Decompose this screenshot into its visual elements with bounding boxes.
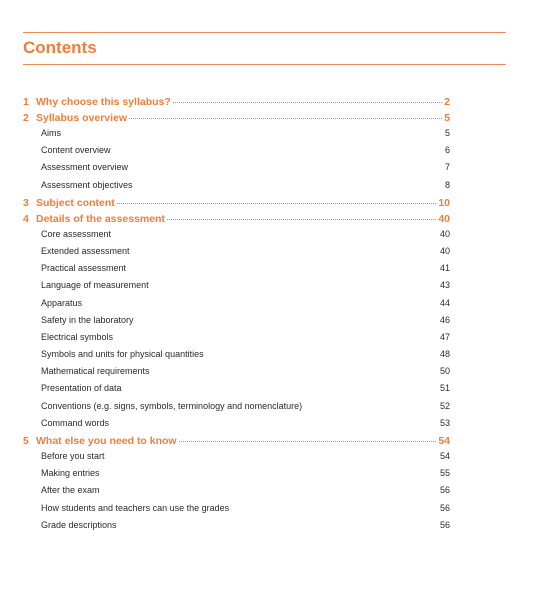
entry-page: 52 xyxy=(439,400,450,411)
entry-page: 40 xyxy=(439,228,450,239)
entry-page: 47 xyxy=(439,331,450,342)
entry-label: Extended assessment xyxy=(41,245,130,256)
entry-label: Grade descriptions xyxy=(41,519,117,530)
toc-section-heading[interactable] xyxy=(23,213,450,229)
entry-label: Assessment overview xyxy=(41,162,129,173)
toc-entry[interactable] xyxy=(23,246,450,263)
entry-page: 6 xyxy=(444,145,450,156)
toc-entry[interactable] xyxy=(23,520,450,537)
toc-entry[interactable] xyxy=(23,503,450,520)
toc-entry[interactable] xyxy=(23,332,450,349)
section-number: 4 xyxy=(23,212,29,225)
toc-entry[interactable] xyxy=(23,401,450,418)
toc-entry[interactable] xyxy=(23,383,450,400)
dot-leader xyxy=(173,101,442,103)
entry-page: 55 xyxy=(439,468,450,479)
toc-entry[interactable] xyxy=(23,468,450,485)
toc-entry[interactable] xyxy=(23,349,450,366)
header-rule-top xyxy=(23,32,506,33)
entry-label: Making entries xyxy=(41,468,100,479)
entry-label: Safety in the laboratory xyxy=(41,314,134,325)
toc-entry[interactable] xyxy=(23,229,450,246)
section-page: 2 xyxy=(444,96,450,108)
toc-section-heading[interactable] xyxy=(23,96,450,112)
toc-section xyxy=(23,213,450,435)
section-title: Why choose this syllabus? xyxy=(36,96,171,108)
section-title: What else you need to know xyxy=(36,435,177,447)
section-number: 2 xyxy=(23,112,29,124)
dot-leader xyxy=(167,218,436,220)
toc-section-heading[interactable] xyxy=(23,197,450,213)
dot-leader xyxy=(179,440,437,442)
toc-section xyxy=(23,96,450,112)
section-page: 40 xyxy=(438,212,450,225)
entry-label: Mathematical requirements xyxy=(41,366,150,377)
entry-page: 43 xyxy=(439,280,450,291)
section-number: 5 xyxy=(23,435,29,447)
entry-page: 50 xyxy=(439,366,450,377)
dot-leader xyxy=(129,117,442,119)
entry-page: 56 xyxy=(439,485,450,496)
table-of-contents xyxy=(23,96,450,537)
section-title: Syllabus overview xyxy=(36,112,128,124)
dot-leader xyxy=(117,202,437,204)
page-title: Contents xyxy=(23,38,97,57)
entry-label: Core assessment xyxy=(41,228,112,239)
entry-page: 53 xyxy=(439,417,450,428)
entry-label: Language of measurement xyxy=(41,280,149,291)
section-title: Subject content xyxy=(36,196,115,209)
toc-section xyxy=(23,112,450,197)
entry-label: After the exam xyxy=(41,485,100,496)
entry-page: 56 xyxy=(439,502,450,513)
entry-label: Command words xyxy=(41,417,110,428)
toc-entry[interactable] xyxy=(23,128,450,145)
section-page: 10 xyxy=(438,196,450,209)
entry-label: Practical assessment xyxy=(41,263,127,274)
entry-label: Electrical symbols xyxy=(41,331,114,342)
entry-label: Conventions (e.g. signs, symbols, terminology and nomenclature) xyxy=(41,400,303,411)
entry-page: 46 xyxy=(439,314,450,325)
toc-entry[interactable] xyxy=(23,263,450,280)
toc-entry[interactable] xyxy=(23,145,450,162)
toc-section xyxy=(23,197,450,213)
toc-entry[interactable] xyxy=(23,418,450,435)
toc-entry[interactable] xyxy=(23,298,450,315)
toc-section xyxy=(23,435,450,537)
toc-entry[interactable] xyxy=(23,280,450,297)
toc-entry[interactable] xyxy=(23,366,450,383)
header-rule-bottom xyxy=(23,64,506,65)
entry-page: 54 xyxy=(439,451,450,461)
entry-page: 48 xyxy=(439,349,450,360)
entry-label: Aims xyxy=(41,128,61,138)
entry-label: Before you start xyxy=(41,451,105,461)
entry-label: Presentation of data xyxy=(41,383,122,394)
toc-entry[interactable] xyxy=(23,315,450,332)
section-page: 5 xyxy=(444,112,450,124)
entry-page: 51 xyxy=(439,383,450,394)
section-title: Details of the assessment xyxy=(36,212,165,225)
entry-page: 41 xyxy=(439,263,450,274)
entry-page: 56 xyxy=(439,519,450,530)
entry-label: Content overview xyxy=(41,145,111,156)
section-page: 54 xyxy=(438,435,450,447)
section-number: 3 xyxy=(23,196,29,209)
toc-section-heading[interactable] xyxy=(23,435,450,451)
entry-page: 8 xyxy=(444,179,450,190)
toc-entry[interactable] xyxy=(23,162,450,179)
entry-page: 7 xyxy=(444,162,450,173)
entry-label: Symbols and units for physical quantities xyxy=(41,349,204,360)
toc-entry[interactable] xyxy=(23,451,450,468)
entry-page: 40 xyxy=(439,245,450,256)
toc-section-heading[interactable] xyxy=(23,112,450,128)
toc-entry[interactable] xyxy=(23,180,450,197)
section-number: 1 xyxy=(23,96,29,108)
entry-page: 44 xyxy=(439,297,450,308)
entry-label: How students and teachers can use the grades xyxy=(41,502,230,513)
entry-label: Assessment objectives xyxy=(41,179,133,190)
entry-page: 5 xyxy=(444,128,450,138)
entry-label: Apparatus xyxy=(41,297,83,308)
toc-entry[interactable] xyxy=(23,485,450,502)
